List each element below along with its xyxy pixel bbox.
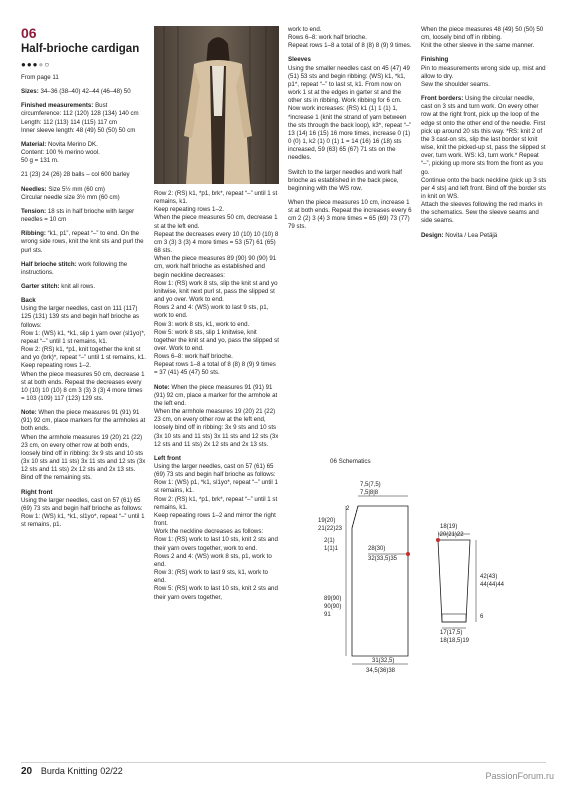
pattern-number: 06 (21, 25, 37, 41)
text-block (421, 26, 547, 50)
block-text: work to end. Rows 6–8: work half brioche. Repeat rows 1–8 a total of 8 (8) 8 (9) 9 times. (288, 26, 412, 50)
difficulty-rating (21, 60, 146, 70)
dim-label: 6 (480, 614, 484, 620)
text-block (154, 190, 279, 378)
block-heading: Sizes: (21, 88, 39, 96)
block-heading: Tension: (21, 207, 47, 215)
dim-label: 17(17,5) (440, 630, 463, 636)
schematics-title: 06 Schematics (330, 458, 371, 465)
difficulty-dot-empty-icon: ● (38, 60, 45, 69)
block-heading: Left front (154, 454, 181, 462)
schematics-diagram (288, 458, 547, 688)
column-1 (21, 26, 146, 535)
block-text: work following the instructions. (21, 260, 128, 276)
dim-label: 28(30) (368, 546, 386, 552)
block-text: Using the larger needles, cast on 111 (117) 125 (131) 139 sts and begin half brioche as follows: Row 1: (WS) k1, *k1, slip 1 yarn over (sl1yo)*, repeat “–” until 1 st remains, k1. Row 2: (RS) k1, *p1, knit together the knit st and yo (brk)*, repeat “–” until 1 st remains, k1. Keep repeating rows 1–2. When the piece measures 50 cm, decrease 1 st at both ends. Repeat the decreases every 10 (10) 10 (10) 8 cm 3 (3) 3 (3) 4 more times = 103 (109) 117 (123) 129 sts. (21, 305, 146, 402)
block-heading: Back (21, 297, 36, 305)
block-heading: Material: (21, 140, 47, 148)
column-4 (421, 26, 547, 246)
dim-label: 90(90) (324, 604, 342, 610)
dim-label: 19(20) (318, 518, 336, 524)
armhole-marker-icon (406, 552, 410, 556)
block-heading: Finishing (421, 56, 449, 64)
block-heading: Design: (421, 231, 444, 239)
block-text: Switch to the larger needles and work half brioche as established in the back piece, beginning with the WS row. (288, 168, 403, 192)
block-text: Using the circular needle, cast on 3 sts and turn work. On every other row at the right front, pick up the loop of the edge st onto the other end of the needle. First pick up around 20 sts this way. *RS: knit 2 of the 3 cast-on sts, slip the last border st knit wise, knit the picked-up st, pass the slipped st over, turn work. WS: k3, turn work.* Repeat “–”, picking up more sts from the front as you go. Continue onto the back neckline (pick up 3 sts per 4 sts) and left front. Bind off the border sts in knit on WS. Attach the sleeves following the red marks in the schematics. Sew the sleeve seams and side seams. (421, 95, 547, 225)
column-3 (288, 26, 413, 238)
page-footer (21, 766, 123, 777)
from-page-note: From page 11 (21, 74, 59, 81)
dim-label: 91 (324, 612, 331, 618)
photo-illustration (154, 26, 279, 184)
block-text: 18 sts in half brioche with larger needles = 10 cm (21, 207, 135, 224)
block-heading: Garter stitch: (21, 282, 60, 290)
block-text: Using the larger needles, cast on 57 (61) 65 (69) 73 sts and begin half brioche as follows: Row 1: (WS) k1, *k1, sl1yo*, repeat “–” until 1 st remains, p1. (21, 496, 145, 529)
block-text: 34–36 (38–40) 42–44 (46–48) 50 (40, 88, 131, 96)
block-text: Using the larger needles, cast on 57 (61) 65 (69) 73 sts and begin half brioche as follows: Row 1: (WS) p1, *k1, sl1yo*, repeat “–” until 1 st remains, k1. Row 2: (RS) k1, *p1, brk*, repeat “–” until 1 st remains, k1. Keep repeating rows 1–2 and mirror the right front. Work the neckline decreases as follows: Row 1: (RS) work to last 10 sts, knit 2 sts and their yarn overs together, work to end. Rows 2 and 4: (WS) work 8 sts, p1, work to end. Row 3: (RS) work to last 9 sts, k1, work to end. Row 5: (RS) work to last 10 sts, knit 2 sts and their yarn overs together, (154, 463, 278, 601)
dim-label: 89(90) (324, 596, 342, 602)
block-text: Size 5½ mm (60 cm) Circular needle size 3½ mm (60 cm) (21, 185, 120, 201)
text-block (21, 297, 146, 403)
page-title: Half-brioche cardigan (21, 43, 140, 55)
block-text: When the piece measures 91 (91) 91 (91) 92 cm, place markers for the armholes at both ends. When the armhole measures 19 (20) 21 (22) 23 cm, on every other row at both ends, loosely bind off in ribbing: 3x 9 sts and 10 sts (3x 10 sts and 11 sts) 3x 11 sts and 12 sts (3x 12 sts and 11 sts) 2x 12 sts and 2x 13 sts. Bind off the remaining sts. (21, 409, 146, 482)
text-block (154, 455, 279, 602)
dim-label: 18(19) (440, 524, 458, 530)
block-text: knit all rows. (61, 282, 96, 290)
block-heading: Finished measurements: (21, 102, 94, 110)
block-text: Using the smaller needles cast on 45 (47) 49 (51) 53 sts and begin ribbing: (WS) k1, *k1, p1*, repeat “–” to last st, k1. From now on work 1 st at the edges in garter st and the other sts in ribbing. Work ribbing for 6 cm. Now work increases: (RS) k1 (1) 1 (1) 1, *increase 1 (knit the strand of yarn between the sts through the back loop), k3*, repeat “–” 13 (14) 16 (15) 16 more times, increase 0 (1) 0 (0) 1, k2 (1) 0 (1) 1 = 14 (16) 16 (18) sts increased, 59 (63) 65 (67) 71 sts on the needles. (288, 64, 412, 162)
block-text: When the piece measures 91 (91) 91 (91) 92 cm, place a marker for the armhole at the left end. When the armhole measures 19 (20) 21 (22) 23 cm, on every other row at the left end, loosely bind off in ribbing: 3x 9 sts and 10 sts (3x 10 sts and 11 sts) 3x 11 sts and 12 sts (3x 12 sts and 11 sts) 2x 12 sts and 2x 13 sts. (154, 383, 279, 448)
block-text: Pin to measurements wrong side up, mist and allow to dry. Sew the shoulder seams. (421, 64, 546, 88)
dim-label: 2(1) (324, 538, 335, 544)
text-block (21, 230, 146, 254)
dim-label: 42(43) (480, 574, 498, 580)
text-block (21, 171, 146, 179)
text-block (21, 208, 146, 224)
dim-label: 32(33,5)35 (368, 556, 398, 562)
text-block (421, 56, 547, 89)
dim-label: |20(21)22 (438, 532, 464, 538)
difficulty-dot-filled-icon: ●●● (21, 60, 39, 69)
text-block (21, 283, 146, 291)
issue-label: 02/22 (100, 766, 123, 776)
text-block (21, 261, 146, 277)
text-block (421, 232, 547, 240)
block-text: Novita / Lea Petäjä (445, 231, 498, 239)
magazine-name: Burda Knitting (40, 766, 98, 776)
dim-label: 31(32,5) (372, 658, 395, 664)
block-text: “k1, p1”, repeat “–” to end. On the wrong side rows, knit the knit sts and purl the purl sts. (21, 230, 144, 254)
dim-label: 7,5(7,5) (360, 482, 381, 488)
model-photo (154, 26, 279, 184)
block-heading: Half brioche stitch: (21, 260, 77, 268)
dim-label: 7,5|8|8 (360, 490, 379, 496)
block-heading: Sleeves (288, 56, 311, 64)
text-block (21, 409, 146, 482)
text-block (21, 102, 146, 135)
text-block (21, 88, 146, 96)
block-text: When the piece measures 10 cm, increase 1 st at both ends. Repeat the increases every 6 cm 2 (2) 3 (4) 3 more times = 65 (69) 73 (77) 79 sts. (288, 198, 412, 231)
dim-label: 21(22)23 (318, 526, 343, 532)
block-heading: Front borders: (421, 95, 464, 103)
dim-label: 18(18,5)19 (440, 638, 470, 644)
text-block (21, 489, 146, 530)
text-block (288, 169, 413, 193)
page-number: 20 (21, 766, 33, 777)
text-block (288, 26, 413, 50)
block-text: When the piece measures 48 (49) 50 (50) 50 cm, loosely bind off in ribbing. Knit the other sleeve in the same manner. (421, 26, 544, 50)
text-block (21, 186, 146, 202)
dim-label: 2 (346, 506, 350, 512)
text-block (288, 56, 413, 162)
block-heading: Needles: (21, 185, 47, 193)
dim-label: 1(1)1 (324, 546, 339, 552)
sleeve-outline (438, 540, 470, 622)
difficulty-dot-outline-icon: ○ (44, 60, 51, 69)
text-block (21, 141, 146, 165)
column-2 (154, 190, 279, 608)
block-heading: Right front (21, 488, 53, 496)
watermark: PassionForum.ru (485, 771, 554, 781)
text-block (421, 95, 547, 226)
block-text: Row 2: (RS) k1, *p1, brk*, repeat “–” until 1 st remains, k1. Keep repeating rows 1–2. When the piece measures 50 cm, decrease 1 st at the left end. Repeat the decreases every 10 (10) 10 (10) 8 cm 3 (3) 3 (3) 4 more times = 53 (57) 61 (65) 68 sts. When the piece measures 89 (90) 90 (90) 91 cm, work half brioche as established and begin neckline decreases: Row 1: (RS) work 8 sts, slip the knit st and yo knitwise, knit next purl st, pass the slipped st and yo over. Work to end. Rows 2 and 4: (WS) work to last 9 sts, p1, work to end. Row 3: work 8 sts, k1, work to end. Row 5: work 8 sts, slip 1 knitwise, knit together the knit st and yo, pass the slipped st over. Work to end. Rows 6–8: work half brioche. Repeat rows 1–8 a total of 8 (8) 8 (9) 9 times = 37 (41) 45 (47) 50 sts. (154, 190, 279, 377)
sleeve-marker-icon (436, 538, 440, 542)
body-outline (352, 506, 408, 656)
block-heading: Note: (21, 409, 37, 417)
block-text: 21 (23) 24 (26) 28 balls – col 600 barley (21, 171, 130, 179)
block-heading: Note: (154, 383, 170, 391)
block-text: Bust circumference: 112 (120) 128 (134) 140 cm Length: 112 (113) 114 (115) 117 cm Inner sleeve length: 48 (49) 50 (50) 50 cm (21, 102, 139, 134)
dim-label: 34,5(36)38 (366, 668, 396, 674)
dim-label: 44(44)44 (480, 582, 505, 588)
text-block (154, 384, 279, 449)
block-heading: Ribbing: (21, 230, 46, 238)
block-text: Novita Merino DK. Content: 100 % merino wool. 50 g = 131 m. (21, 140, 100, 165)
text-block (288, 199, 413, 232)
footer-rule (21, 762, 546, 763)
